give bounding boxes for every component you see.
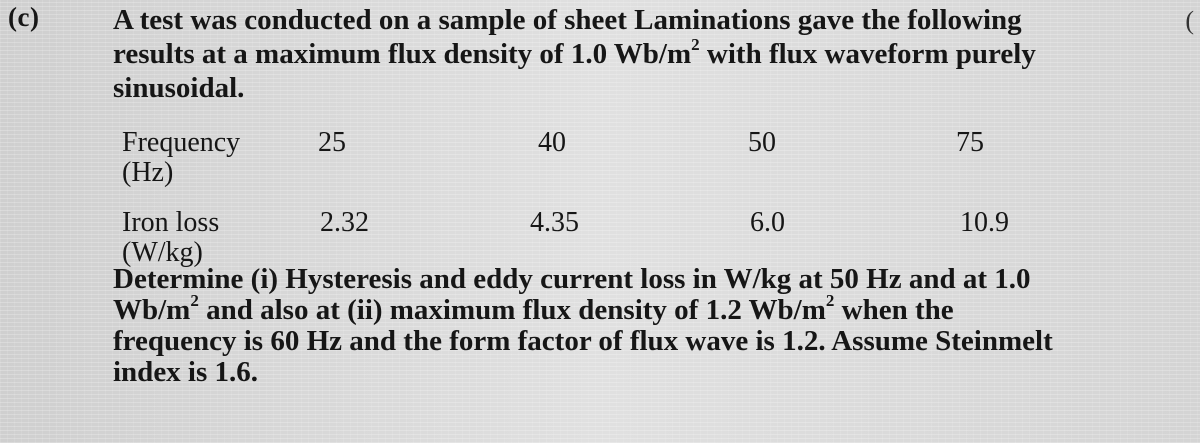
intro-line-2-text: results at a maximum flux density of 1.0 Wb/m <box>113 38 692 70</box>
question-task <box>113 264 1173 388</box>
iron-loss-cell: 10.9 <box>960 207 1009 238</box>
iron-loss-label-line-2: (W/kg) <box>122 237 203 268</box>
iron-loss-cell: 2.32 <box>320 207 369 238</box>
task-line-4: index is 1.6. <box>113 356 259 388</box>
frequency-cell: 75 <box>956 127 984 158</box>
table-row-frequency <box>122 128 1042 208</box>
frequency-cell: 40 <box>538 127 566 158</box>
intro-line-3: sinusoidal. <box>113 72 245 104</box>
frequency-cell: 50 <box>748 127 776 158</box>
task-line-2-c: when the <box>834 294 954 326</box>
task-line-2-superscript-2: 2 <box>825 291 835 311</box>
task-line-2 <box>113 291 1173 326</box>
iron-loss-label-line-1: Iron loss <box>122 207 220 238</box>
intro-line-2-tail: with flux waveform purely <box>699 38 1036 70</box>
iron-loss-row-label <box>122 208 272 268</box>
intro-line-1: A test was conducted on a sample of sheet Laminations gave the following <box>113 4 1022 36</box>
question-label: (c) <box>8 2 40 32</box>
frequency-label-line-2: (Hz) <box>122 157 174 188</box>
iron-loss-cell: 6.0 <box>750 207 785 238</box>
frequency-label-line-1: Frequency <box>122 127 241 158</box>
intro-line-2 <box>113 37 1163 71</box>
intro-line-2-superscript: 2 <box>691 35 700 55</box>
iron-loss-cell: 4.35 <box>530 207 579 238</box>
task-line-2-superscript-1: 2 <box>190 291 199 311</box>
task-line-2-a: Wb/m <box>113 294 191 326</box>
question-intro <box>113 3 1163 105</box>
frequency-row-label <box>122 128 272 188</box>
task-line-2-b: and also at (ii) maximum flux density of 1.2 Wb/m <box>198 294 826 326</box>
cropped-edge-mark: ( <box>1185 6 1194 35</box>
task-line-1: Determine (i) Hysteresis and eddy current loss in W/kg at 50 Hz and at 1.0 <box>113 263 1031 295</box>
task-line-3: frequency is 60 Hz and the form factor of flux wave is 1.2. Assume Steinmelt <box>113 325 1053 357</box>
frequency-cell: 25 <box>318 127 346 158</box>
